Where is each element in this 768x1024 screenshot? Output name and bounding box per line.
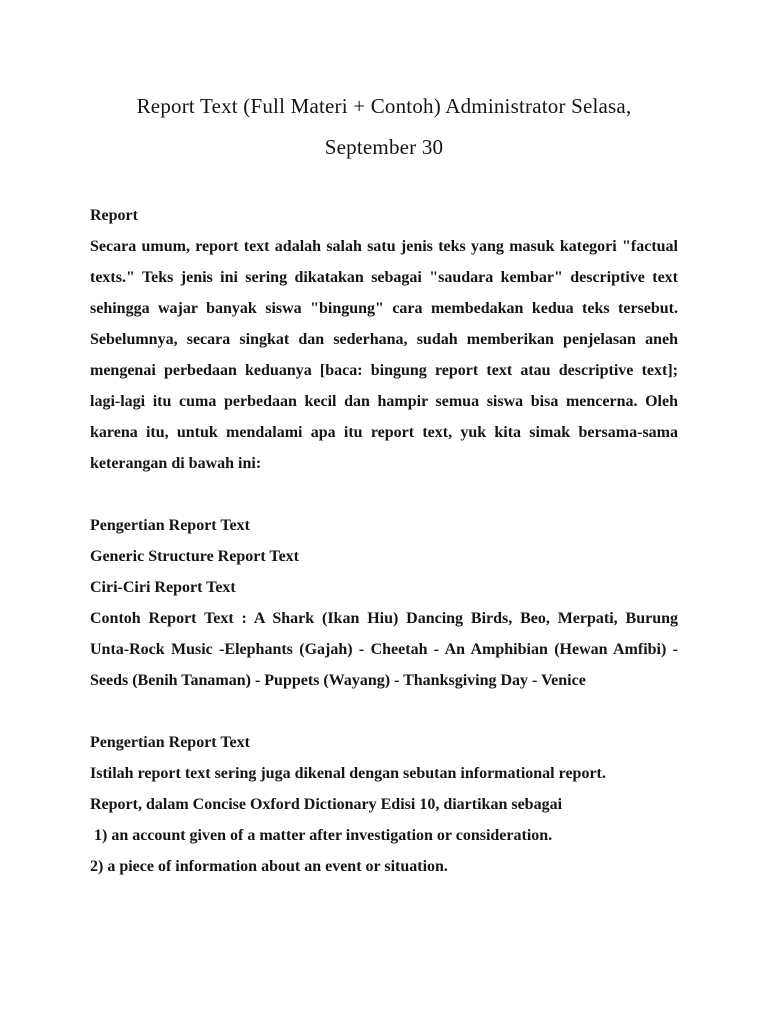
- outline-item-pengertian: Pengertian Report Text: [90, 517, 250, 534]
- pengertian-line-numbered-1: 1) an account given of a matter after investigation or consideration.: [90, 827, 553, 844]
- document-title-line-1: Report Text (Full Materi + Contoh) Administrator Selasa,: [136, 94, 632, 118]
- section-heading-report: Report: [90, 207, 138, 224]
- paragraph-line: sehingga wajar banyak siswa "bingung" cara membedakan kedua teks tersebut.: [90, 300, 678, 317]
- paragraph-line: Secara umum, report text adalah salah satu jenis teks yang masuk kategori "factual: [90, 238, 678, 255]
- spacer: [90, 696, 678, 727]
- paragraph-line: karena itu, untuk mendalami apa itu report text, yuk kita simak bersama-sama: [90, 424, 678, 441]
- pengertian-line: Report, dalam Concise Oxford Dictionary Edisi 10, diartikan sebagai: [90, 796, 563, 813]
- outline-item-ciri-ciri: Ciri-Ciri Report Text: [90, 579, 236, 596]
- document-title-line-2: September 30: [324, 135, 444, 159]
- contoh-line: Seeds (Benih Tanaman) - Puppets (Wayang) - Thanksgiving Day - Venice: [90, 672, 586, 689]
- section-heading-pengertian: Pengertian Report Text: [90, 734, 250, 751]
- document-title: [90, 86, 678, 168]
- paragraph-line: Sebelumnya, secara singkat dan sederhana, sudah memberikan penjelasan aneh: [90, 331, 678, 348]
- pengertian-line-numbered-2: 2) a piece of information about an event or situation.: [90, 858, 448, 875]
- paragraph-line: lagi-lagi itu cuma perbedaan kecil dan hampir semua siswa bisa mencerna. Oleh: [90, 393, 678, 410]
- pengertian-line: Istilah report text sering juga dikenal dengan sebutan informational report.: [90, 765, 606, 782]
- paragraph-line: mengenai perbedaan keduanya [baca: bingung report text atau descriptive text];: [90, 362, 678, 379]
- paragraph-line: keterangan di bawah ini:: [90, 455, 262, 472]
- outline-item-generic-structure: Generic Structure Report Text: [90, 548, 299, 565]
- contoh-line: Contoh Report Text : A Shark (Ikan Hiu) Dancing Birds, Beo, Merpati, Burung: [90, 610, 678, 627]
- spacer: [90, 479, 678, 510]
- contoh-line: Unta-Rock Music -Elephants (Gajah) - Cheetah - An Amphibian (Hewan Amfibi) -: [90, 641, 678, 658]
- document-body: [90, 200, 678, 882]
- paragraph-line: texts." Teks jenis ini sering dikatakan sebagai "saudara kembar" descriptive text: [90, 269, 678, 286]
